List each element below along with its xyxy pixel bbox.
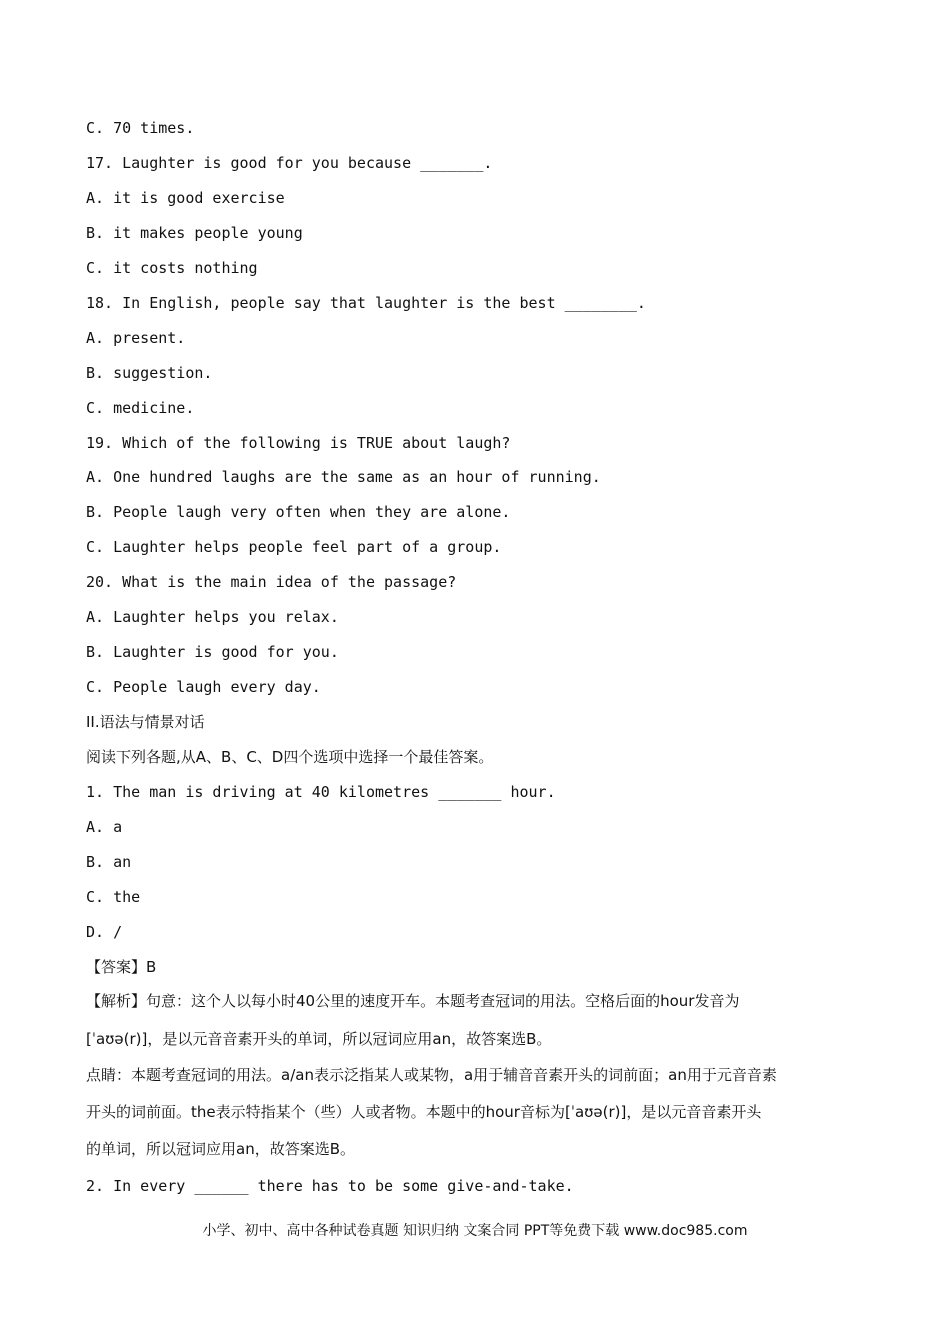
grammar-question-2: 2. In every ______ there has to be some give-and-take.	[86, 1177, 574, 1195]
grammar-question-1: 1. The man is driving at 40 kilometres _______ hour.	[86, 783, 556, 801]
option-1a: A. a	[86, 818, 123, 836]
option-18a: A. present.	[86, 329, 186, 347]
option-20b: B. Laughter is good for you.	[86, 643, 339, 661]
option-1d: D. /	[86, 923, 123, 941]
question-18: 18. In English, people say that laughter is the best ________.	[86, 294, 646, 312]
question-17: 17. Laughter is good for you because _______.	[86, 154, 493, 172]
explanation-line-1: 【解析】句意：这个人以每小时40公里的速度开车。本题考查冠词的用法。空格后面的hour发音为	[86, 992, 740, 1010]
option-18b: B. suggestion.	[86, 364, 213, 382]
tip-line-3: 的单词，所以冠词应用an，故答案选B。	[86, 1140, 355, 1158]
option-20a: A. Laughter helps you relax.	[86, 608, 339, 626]
option-17c: C. it costs nothing	[86, 259, 258, 277]
explanation-line-2: [ˈaʊə(r)]，是以元音音素开头的单词，所以冠词应用an，故答案选B。	[86, 1030, 552, 1048]
option-17b: B. it makes people young	[86, 224, 303, 242]
option-1b: B. an	[86, 853, 132, 871]
option-19c: C. Laughter helps people feel part of a group.	[86, 538, 502, 556]
option-16c: C. 70 times.	[86, 119, 195, 137]
tip-line-2: 开头的词前面。the表示特指某个（些）人或者物。本题中的hour音标为[ˈaʊə(r)]，是以元音音素开头	[86, 1103, 762, 1121]
section-heading: II.语法与情景对话	[86, 713, 205, 731]
section-instructions: 阅读下列各题,从A、B、C、D四个选项中选择一个最佳答案。	[86, 748, 494, 766]
question-19: 19. Which of the following is TRUE about laugh?	[86, 434, 511, 452]
option-19a: A. One hundred laughs are the same as an hour of running.	[86, 468, 601, 486]
answer-label: 【答案】B	[86, 958, 157, 976]
option-1c: C. the	[86, 888, 141, 906]
question-20: 20. What is the main idea of the passage?	[86, 573, 457, 591]
option-18c: C. medicine.	[86, 399, 195, 417]
page-footer: 小学、初中、高中各种试卷真题 知识归纳 文案合同 PPT等免费下载 www.doc985.com	[202, 1223, 748, 1239]
option-17a: A. it is good exercise	[86, 189, 285, 207]
option-19b: B. People laugh very often when they are alone.	[86, 503, 511, 521]
option-20c: C. People laugh every day.	[86, 678, 321, 696]
tip-line-1: 点睛：本题考查冠词的用法。a/an表示泛指某人或某物，a用于辅音音素开头的词前面；an用于元音音素	[86, 1066, 777, 1084]
